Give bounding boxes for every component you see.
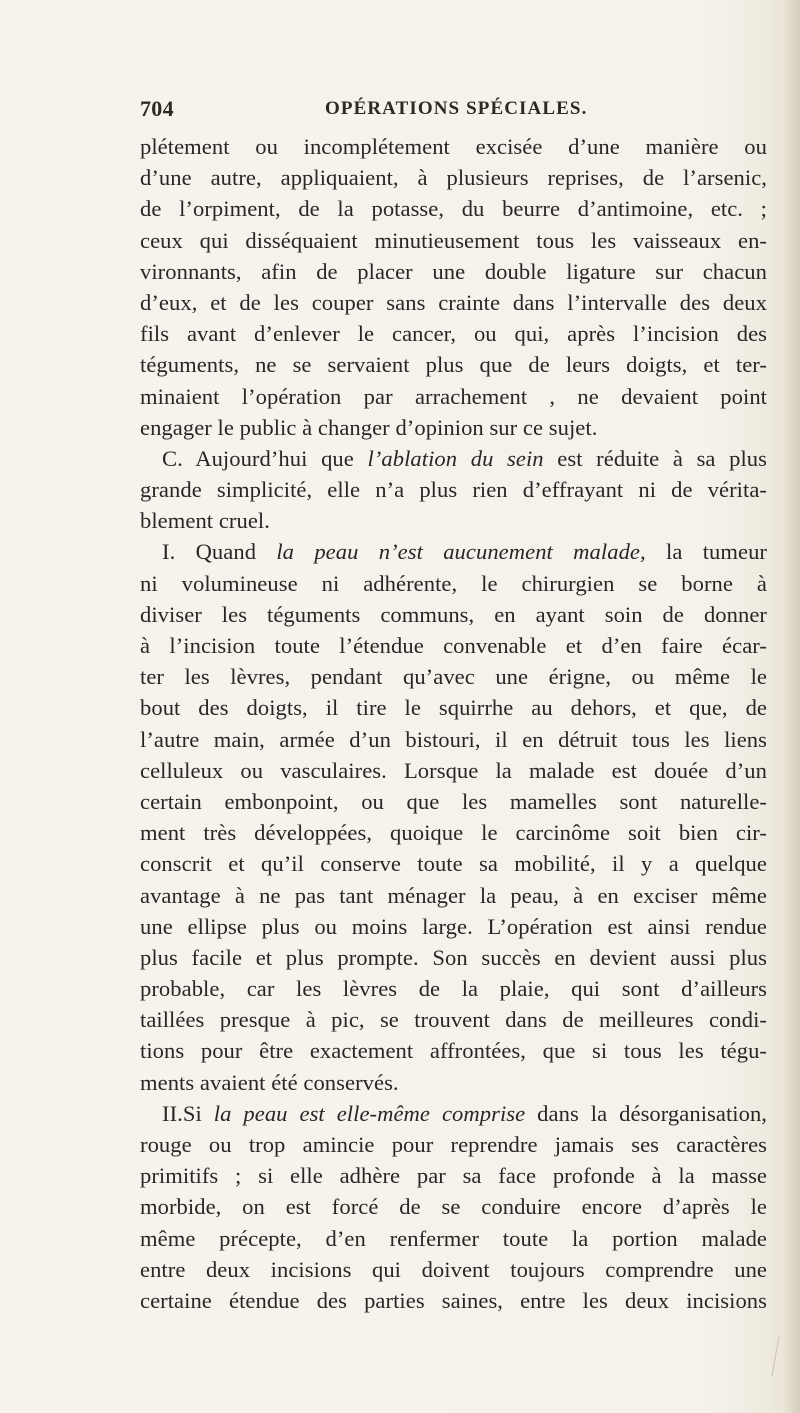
text-line xyxy=(140,1067,767,1098)
text-segment: de l’orpiment, de la potasse, du beurre d’antimoine, etc. ; xyxy=(140,196,767,222)
text-segment: plus facile et plus prompte. Son succès en devient aussi plus xyxy=(140,944,767,970)
text-line xyxy=(140,287,767,318)
text-segment: celluleux ou vasculaires. Lorsque la malade est douée d’un xyxy=(140,757,767,783)
text-segment: engager le public à changer d’opinion sur ce sujet. xyxy=(140,414,598,440)
text-segment: conscrit et qu’il conserve toute sa mobilité, il y a quelque xyxy=(140,851,767,877)
text-segment: est réduite à sa plus xyxy=(543,445,767,471)
text-line xyxy=(140,536,767,567)
text-segment: avantage à ne pas tant ménager la peau, à en exciser même xyxy=(140,882,767,908)
text-line xyxy=(140,474,767,505)
italic-text: la peau est elle-même comprise xyxy=(213,1100,526,1126)
text-segment: entre deux incisions qui doivent toujours comprendre une xyxy=(140,1256,767,1282)
text-line xyxy=(140,1223,767,1254)
text-line xyxy=(140,349,767,380)
text-segment: primitifs ; si elle adhère par sa face profonde à la masse xyxy=(140,1163,767,1189)
text-line xyxy=(140,162,767,193)
text-line xyxy=(140,848,767,879)
text-line xyxy=(140,786,767,817)
text-line xyxy=(140,412,767,443)
text-line xyxy=(140,443,767,474)
text-segment: I. Quand xyxy=(162,539,277,565)
running-head xyxy=(140,96,765,120)
italic-text: l’ablation du sein xyxy=(367,445,544,471)
text-line xyxy=(140,505,767,536)
text-line xyxy=(140,1191,767,1222)
text-segment: certain embonpoint, ou que les mamelles sont naturelle- xyxy=(140,788,767,814)
text-line xyxy=(140,1129,767,1160)
text-segment: dans la désorganisation, xyxy=(525,1100,767,1126)
text-segment: plétement ou incomplétement excisée d’une manière ou xyxy=(140,134,767,159)
text-line xyxy=(140,1254,767,1285)
text-line xyxy=(140,630,767,661)
text-line xyxy=(140,1004,767,1035)
text-segment: probable, car les lèvres de la plaie, qui sont d’ailleurs xyxy=(140,976,767,1002)
text-line xyxy=(140,755,767,786)
text-line xyxy=(140,1285,767,1316)
text-segment: même précepte, d’en renfermer toute la portion malade xyxy=(140,1225,767,1251)
text-line xyxy=(140,318,767,349)
text-line xyxy=(140,817,767,848)
italic-text: la peau n’est aucunement malade, xyxy=(276,539,646,565)
text-line xyxy=(140,599,767,630)
text-segment: C. Aujourd’hui que xyxy=(162,445,368,471)
text-segment: ment très développées, quoique le carcinôme soit bien cir- xyxy=(140,820,767,846)
text-segment: l’autre main, armée d’un bistouri, il en détruit tous les liens xyxy=(140,726,767,752)
page-edge-shadow xyxy=(784,0,800,1413)
text-line xyxy=(140,692,767,723)
text-line xyxy=(140,568,767,599)
text-line xyxy=(140,1035,767,1066)
text-segment: d’eux, et de les couper sans crainte dans l’intervalle des deux xyxy=(140,289,767,315)
text-segment: morbide, on est forcé de se conduire encore d’après le xyxy=(140,1194,767,1220)
text-segment: tions pour être exactement affrontées, que si tous les tégu- xyxy=(140,1038,767,1064)
text-segment: une ellipse plus ou moins large. L’opération est ainsi rendue xyxy=(140,913,767,939)
text-segment: téguments, ne se servaient plus que de leurs doigts, et ter- xyxy=(140,352,767,378)
text-line xyxy=(140,131,767,162)
body-text xyxy=(140,131,767,1316)
text-line xyxy=(140,1160,767,1191)
text-segment: ni volumineuse ni adhérente, le chirurgien se borne à xyxy=(140,570,767,596)
text-segment: taillées presque à pic, se trouvent dans de meilleures condi- xyxy=(140,1007,767,1033)
text-segment: II.Si xyxy=(162,1100,214,1126)
text-segment: à l’incision toute l’étendue convenable et d’en faire écar- xyxy=(140,633,767,658)
text-line xyxy=(140,661,767,692)
text-line xyxy=(140,724,767,755)
text-segment: bout des doigts, il tire le squirrhe au dehors, et que, de xyxy=(140,695,767,721)
text-line xyxy=(140,225,767,256)
text-segment: grande simplicité, elle n’a plus rien d’effrayant ni de vérita- xyxy=(140,477,767,503)
text-line xyxy=(140,256,767,287)
section-title: OPÉRATIONS SPÉCIALES. xyxy=(325,98,588,119)
text-line xyxy=(140,880,767,911)
text-segment: ter les lèvres, pendant qu’avec une érigne, ou même le xyxy=(140,664,767,690)
text-line xyxy=(140,942,767,973)
text-segment: minaient l’opération par arrachement , ne devaient point xyxy=(140,383,767,409)
text-line xyxy=(140,911,767,942)
text-segment: fils avant d’enlever le cancer, ou qui, après l’incision des xyxy=(140,321,767,347)
text-line xyxy=(140,193,767,224)
text-segment: ceux qui disséquaient minutieusement tous les vaisseaux en- xyxy=(140,227,767,253)
text-segment: diviser les téguments communs, en ayant soin de donner xyxy=(140,601,767,627)
text-line xyxy=(140,973,767,1004)
page-number: 704 xyxy=(140,96,174,121)
text-segment: ments avaient été conservés. xyxy=(140,1069,399,1095)
text-segment: blement cruel. xyxy=(140,508,270,534)
text-segment: la tumeur xyxy=(645,539,767,565)
text-segment: certaine étendue des parties saines, entre les deux incisions xyxy=(140,1287,767,1313)
text-line xyxy=(140,381,767,412)
text-segment: vironnants, afin de placer une double ligature sur chacun xyxy=(140,258,767,284)
text-segment: rouge ou trop amincie pour reprendre jamais ses caractères xyxy=(140,1132,767,1157)
text-line xyxy=(140,1098,767,1129)
text-segment: d’une autre, appliquaient, à plusieurs reprises, de l’arsenic, xyxy=(140,165,767,191)
